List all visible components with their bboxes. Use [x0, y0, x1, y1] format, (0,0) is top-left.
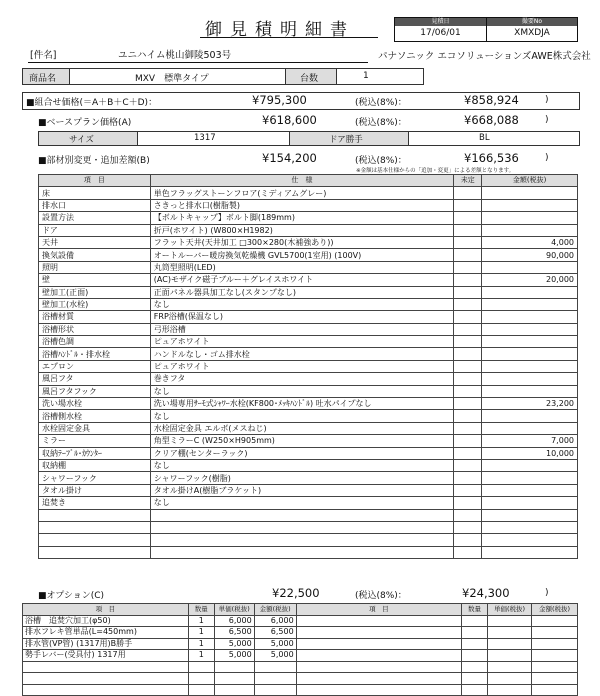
spec-item-cell: [39, 546, 151, 558]
spec-undecided-cell: [454, 360, 482, 372]
spec-item-cell: 照明: [39, 261, 151, 273]
option-item-cell-2: [296, 627, 461, 639]
spec-value-cell: [150, 521, 454, 533]
parts-price: ¥154,200: [262, 151, 317, 165]
option-unit-cell: 5,000: [214, 638, 254, 650]
opt-header-qty: 数量: [188, 604, 214, 616]
table-row: [39, 261, 578, 273]
option-item-cell-2: [296, 684, 461, 696]
spec-header-spec: 仕 様: [150, 175, 454, 187]
opt-header-unit-2: 単価(税抜): [488, 604, 532, 616]
spec-amount-cell: [482, 497, 578, 509]
option-qty-cell: [188, 684, 214, 696]
combo-tax-label: (税込(8%)：: [355, 98, 407, 108]
spec-value-cell: なし: [150, 385, 454, 397]
company-name: パナソニック エコソリューションズAWE株式会社: [378, 51, 591, 62]
base-price: ¥618,600: [262, 113, 317, 127]
spec-value-cell: フラット天井(天井加工 □300×280(木補強あり)): [150, 236, 454, 248]
spec-value-cell: [150, 546, 454, 558]
table-row: [39, 509, 578, 521]
spec-item-cell: 水栓固定金具: [39, 422, 151, 434]
spec-value-cell: ハンドルなし・ゴム排水栓: [150, 348, 454, 360]
spec-item-cell: シャワーフック: [39, 472, 151, 484]
option-item-cell: [23, 661, 189, 673]
option-amount-cell: [254, 673, 296, 685]
option-item-cell-2: [296, 650, 461, 662]
spec-amount-cell: [482, 509, 578, 521]
base-tax-price: ¥668,088: [464, 113, 519, 127]
option-amount-cell-2: [531, 650, 577, 662]
spec-item-cell: 風呂フタフック: [39, 385, 151, 397]
table-row: [39, 398, 578, 410]
table-row: [39, 348, 578, 360]
option-unit-cell-2: [488, 684, 532, 696]
spec-undecided-cell: [454, 336, 482, 348]
code-label: 撮要No: [487, 18, 577, 26]
option-item-cell: [23, 684, 189, 696]
spec-amount-cell: 7,000: [482, 435, 578, 447]
spec-value-cell: 丸筒型照明(LED): [150, 261, 454, 273]
spec-undecided-cell: [454, 435, 482, 447]
spec-amount-cell: [482, 472, 578, 484]
spec-undecided-cell: [454, 236, 482, 248]
spec-value-cell: 折戸(ホワイト) (W800×H1982): [150, 224, 454, 236]
spec-item-cell: 設置方法: [39, 212, 151, 224]
option-amount-cell-2: [531, 638, 577, 650]
table-row: [39, 422, 578, 434]
name-label: [件名]: [30, 50, 57, 61]
table-row: [23, 650, 578, 662]
option-amount-cell: 5,000: [254, 638, 296, 650]
spec-item-cell: 壁加工(正面): [39, 286, 151, 298]
options-header-row: [23, 604, 578, 616]
table-row: [39, 410, 578, 422]
spec-amount-cell: [482, 484, 578, 496]
spec-item-cell: 収納ﾃｰﾌﾞﾙ･ｶｳﾝﾀｰ: [39, 447, 151, 459]
option-unit-cell: [214, 673, 254, 685]
option-qty-cell: [188, 661, 214, 673]
table-row: [23, 673, 578, 685]
spec-value-cell: なし: [150, 459, 454, 471]
qty-label: 台数: [300, 74, 319, 84]
base-tax-label: (税込(8%)：: [355, 118, 407, 128]
option-unit-cell-2: [488, 661, 532, 673]
spec-amount-cell: [482, 323, 578, 335]
option-amount-cell: [254, 684, 296, 696]
option-qty-cell: 1: [188, 650, 214, 662]
option-qty-cell-2: [462, 638, 488, 650]
spec-undecided-cell: [454, 385, 482, 397]
option-item-cell-2: [296, 638, 461, 650]
spec-amount-cell: 90,000: [482, 249, 578, 261]
table-row: [39, 385, 578, 397]
spec-amount-cell: [482, 286, 578, 298]
table-row: [39, 249, 578, 261]
spec-amount-cell: [482, 385, 578, 397]
option-amount-cell: 6,500: [254, 627, 296, 639]
parts-close: ): [545, 153, 549, 163]
spec-amount-cell: [482, 521, 578, 533]
spec-value-cell: 水栓固定金具 エルボ(メスねじ): [150, 422, 454, 434]
spec-amount-cell: [482, 410, 578, 422]
spec-item-cell: 洗い場水栓: [39, 398, 151, 410]
spec-amount-cell: [482, 348, 578, 360]
spec-amount-cell: 10,000: [482, 447, 578, 459]
spec-undecided-cell: [454, 459, 482, 471]
size-label: サイズ: [69, 135, 94, 145]
spec-undecided-cell: [454, 286, 482, 298]
spec-item-cell: 風呂フタ: [39, 373, 151, 385]
spec-undecided-cell: [454, 398, 482, 410]
spec-undecided-cell: [454, 311, 482, 323]
spec-undecided-cell: [454, 274, 482, 286]
spec-value-cell: なし: [150, 410, 454, 422]
spec-amount-cell: 20,000: [482, 274, 578, 286]
spec-amount-cell: [482, 373, 578, 385]
option-unit-cell: 5,000: [214, 650, 254, 662]
options-label: ■オプション(C): [38, 591, 105, 601]
combo-tax-price: ¥858,924: [464, 93, 519, 107]
date-label: 見積日: [395, 18, 486, 26]
meta-divider: [486, 18, 487, 41]
table-row: [39, 323, 578, 335]
table-row: [39, 360, 578, 372]
size-row: [38, 131, 580, 146]
spec-undecided-cell: [454, 212, 482, 224]
table-row: [39, 274, 578, 286]
option-amount-cell-2: [531, 684, 577, 696]
option-unit-cell-2: [488, 650, 532, 662]
option-item-cell-2: [296, 673, 461, 685]
table-row: [39, 336, 578, 348]
code-value: XMXDJA: [514, 28, 550, 38]
spec-undecided-cell: [454, 199, 482, 211]
spec-amount-cell: [482, 336, 578, 348]
option-qty-cell: 1: [188, 627, 214, 639]
option-unit-cell: 6,000: [214, 615, 254, 627]
option-item-cell: 排水管(VP管) (1317用)B勝手: [23, 638, 189, 650]
option-unit-cell-2: [488, 638, 532, 650]
option-item-cell: 勢手レバー(受具付) 1317用: [23, 650, 189, 662]
spec-undecided-cell: [454, 261, 482, 273]
spec-value-cell: なし: [150, 497, 454, 509]
option-qty-cell: 1: [188, 638, 214, 650]
spec-value-cell: (AC)モザイク磁子ブルー＋グレイスホワイト: [150, 274, 454, 286]
spec-undecided-cell: [454, 298, 482, 310]
spec-value-cell: 正面パネル器具加工なし(スタンプなし): [150, 286, 454, 298]
title-underline: [200, 37, 378, 38]
option-item-cell: 浴槽 追焚穴加工(φ50): [23, 615, 189, 627]
opt-header-unit: 単価(税抜): [214, 604, 254, 616]
option-amount-cell: [254, 661, 296, 673]
table-row: [39, 546, 578, 558]
spec-undecided-cell: [454, 249, 482, 261]
spec-item-cell: 換気設備: [39, 249, 151, 261]
options-tax-label: (税込(8%)：: [355, 591, 407, 601]
option-unit-cell-2: [488, 673, 532, 685]
option-qty-cell: [188, 673, 214, 685]
product-value: MXV 標準タイプ: [135, 74, 209, 84]
spec-item-cell: エプロン: [39, 360, 151, 372]
option-unit-cell-2: [488, 615, 532, 627]
table-row: [39, 472, 578, 484]
opt-header-amount-2: 金額(税抜): [531, 604, 577, 616]
table-row: [23, 615, 578, 627]
option-amount-cell-2: [531, 661, 577, 673]
option-qty-cell-2: [462, 627, 488, 639]
spec-amount-cell: [482, 212, 578, 224]
option-amount-cell-2: [531, 627, 577, 639]
spec-item-cell: ドア: [39, 224, 151, 236]
name-value: ユニハイム桃山御陵503号: [118, 50, 232, 61]
name-underline: [28, 62, 368, 63]
door-value: BL: [479, 133, 490, 143]
spec-value-cell: 単色フラッグストーンフロア(ミディアムグレー): [150, 187, 454, 199]
spec-undecided-cell: [454, 224, 482, 236]
spec-value-cell: 巻きフタ: [150, 373, 454, 385]
spec-amount-cell: 23,200: [482, 398, 578, 410]
table-row: [39, 187, 578, 199]
spec-item-cell: 浴槽材質: [39, 311, 151, 323]
spec-amount-cell: 4,000: [482, 236, 578, 248]
table-row: [39, 484, 578, 496]
spec-undecided-cell: [454, 447, 482, 459]
spec-item-cell: [39, 534, 151, 546]
table-row: [39, 373, 578, 385]
spec-item-cell: 壁加工(水栓): [39, 298, 151, 310]
spec-header-amount: 金額(税抜): [482, 175, 578, 187]
spec-undecided-cell: [454, 410, 482, 422]
spec-undecided-cell: [454, 422, 482, 434]
option-unit-cell-2: [488, 627, 532, 639]
option-qty-cell: 1: [188, 615, 214, 627]
spec-value-cell: タオル掛けA(樹脂ブラケット): [150, 484, 454, 496]
spec-amount-cell: [482, 311, 578, 323]
spec-undecided-cell: [454, 472, 482, 484]
spec-value-cell: 【ボルトキャップ】ボルト脚(189mm): [150, 212, 454, 224]
table-row: [39, 497, 578, 509]
options-price: ¥22,500: [272, 586, 320, 600]
spec-item-cell: 床: [39, 187, 151, 199]
spec-value-cell: FRP浴槽(保温なし): [150, 311, 454, 323]
spec-undecided-cell: [454, 187, 482, 199]
combo-price: ¥795,300: [252, 93, 307, 107]
spec-header-undecided: 未定: [454, 175, 482, 187]
spec-item-cell: 浴槽形状: [39, 323, 151, 335]
spec-item-cell: 浴槽側水栓: [39, 410, 151, 422]
option-qty-cell-2: [462, 673, 488, 685]
spec-header-item: 項 目: [39, 175, 151, 187]
parts-tax-label: (税込(8%)：: [355, 156, 407, 166]
spec-amount-cell: [482, 199, 578, 211]
spec-value-cell: ピュアホワイト: [150, 360, 454, 372]
parts-label: ■部材別変更・追加差額(B): [38, 156, 150, 166]
spec-undecided-cell: [454, 323, 482, 335]
spec-item-cell: [39, 509, 151, 521]
option-qty-cell-2: [462, 650, 488, 662]
spec-item-cell: 浴槽色調: [39, 336, 151, 348]
spec-amount-cell: [482, 187, 578, 199]
table-row: [39, 521, 578, 533]
option-amount-cell: 6,000: [254, 615, 296, 627]
spec-amount-cell: [482, 459, 578, 471]
spec-amount-cell: [482, 298, 578, 310]
option-qty-cell-2: [462, 661, 488, 673]
parts-note: ※金額は基本仕様からの「追加・変更」による差額となります。: [356, 168, 515, 174]
spec-amount-cell: [482, 261, 578, 273]
product-label: 商品名: [29, 74, 57, 84]
product-row: [22, 68, 424, 85]
spec-item-cell: 壁: [39, 274, 151, 286]
table-row: [39, 311, 578, 323]
spec-item-cell: 追焚き: [39, 497, 151, 509]
base-label: ■ベースプラン価格(A): [38, 118, 132, 128]
spec-amount-cell: [482, 546, 578, 558]
spec-undecided-cell: [454, 484, 482, 496]
option-unit-cell: 6,500: [214, 627, 254, 639]
spec-value-cell: [150, 534, 454, 546]
spec-table: [38, 174, 578, 559]
table-row: [39, 236, 578, 248]
parts-tax-price: ¥166,536: [464, 151, 519, 165]
spec-undecided-cell: [454, 348, 482, 360]
table-row: [23, 661, 578, 673]
spec-item-cell: ミラー: [39, 435, 151, 447]
table-row: [39, 435, 578, 447]
spec-undecided-cell: [454, 546, 482, 558]
option-qty-cell-2: [462, 615, 488, 627]
spec-value-cell: 弓形浴槽: [150, 323, 454, 335]
combo-label: ■組合せ価格(＝A＋B＋C＋D)：: [26, 98, 158, 108]
spec-undecided-cell: [454, 521, 482, 533]
table-row: [39, 447, 578, 459]
options-table: [22, 603, 578, 696]
option-item-cell-2: [296, 661, 461, 673]
spec-value-cell: さきっと排水口(樹脂製): [150, 199, 454, 211]
base-close: ): [545, 115, 549, 125]
option-item-cell-2: [296, 615, 461, 627]
table-row: [39, 286, 578, 298]
spec-amount-cell: [482, 224, 578, 236]
size-value: 1317: [194, 133, 216, 143]
option-unit-cell: [214, 661, 254, 673]
spec-value-cell: ピュアホワイト: [150, 336, 454, 348]
spec-undecided-cell: [454, 534, 482, 546]
spec-item-cell: 天井: [39, 236, 151, 248]
date-value: 17/06/01: [420, 28, 461, 38]
opt-header-amount: 金額(税抜): [254, 604, 296, 616]
table-row: [39, 534, 578, 546]
table-row: [23, 684, 578, 696]
spec-undecided-cell: [454, 509, 482, 521]
option-amount-cell-2: [531, 673, 577, 685]
spec-header-row: [39, 175, 578, 187]
options-close: ): [545, 588, 549, 598]
table-row: [39, 199, 578, 211]
option-amount-cell-2: [531, 615, 577, 627]
spec-item-cell: 浴槽ﾊﾝﾄﾞﾙ・排水栓: [39, 348, 151, 360]
option-unit-cell: [214, 684, 254, 696]
table-row: [23, 638, 578, 650]
door-label: ドア勝手: [329, 135, 363, 145]
option-item-cell: [23, 673, 189, 685]
spec-value-cell: シャワーフック(樹脂): [150, 472, 454, 484]
page-title: 御見積明細書: [205, 20, 355, 40]
spec-value-cell: [150, 509, 454, 521]
spec-item-cell: 収納棚: [39, 459, 151, 471]
table-row: [39, 298, 578, 310]
qty-value: 1: [363, 71, 369, 81]
spec-value-cell: オートルーバー暖房換気乾燥機 GVL5700(1室用) (100V): [150, 249, 454, 261]
spec-amount-cell: [482, 360, 578, 372]
opt-header-item: 項 目: [23, 604, 189, 616]
table-row: [39, 224, 578, 236]
spec-amount-cell: [482, 422, 578, 434]
table-row: [23, 627, 578, 639]
option-item-cell: 排水フレキ管単品(L=450mm): [23, 627, 189, 639]
spec-value-cell: 洗い場専用ｻｰﾓ式ｼｬﾜｰ水栓(KF800･ﾒｯｷﾊﾝﾄﾞﾙ) 吐水パイプなし: [150, 398, 454, 410]
spec-item-cell: [39, 521, 151, 533]
opt-header-item-2: 項 目: [296, 604, 461, 616]
spec-undecided-cell: [454, 497, 482, 509]
option-amount-cell: 5,000: [254, 650, 296, 662]
options-tax-price: ¥24,300: [462, 586, 510, 600]
table-row: [39, 212, 578, 224]
opt-header-qty-2: 数量: [462, 604, 488, 616]
spec-value-cell: クリア棚(センターラック): [150, 447, 454, 459]
table-row: [39, 459, 578, 471]
option-qty-cell-2: [462, 684, 488, 696]
spec-undecided-cell: [454, 373, 482, 385]
spec-item-cell: タオル掛け: [39, 484, 151, 496]
spec-value-cell: なし: [150, 298, 454, 310]
spec-amount-cell: [482, 534, 578, 546]
spec-value-cell: 角型ミラーC (W250×H905mm): [150, 435, 454, 447]
spec-item-cell: 排水口: [39, 199, 151, 211]
combo-close: ): [545, 95, 549, 105]
estimate-meta-box: [394, 17, 578, 42]
